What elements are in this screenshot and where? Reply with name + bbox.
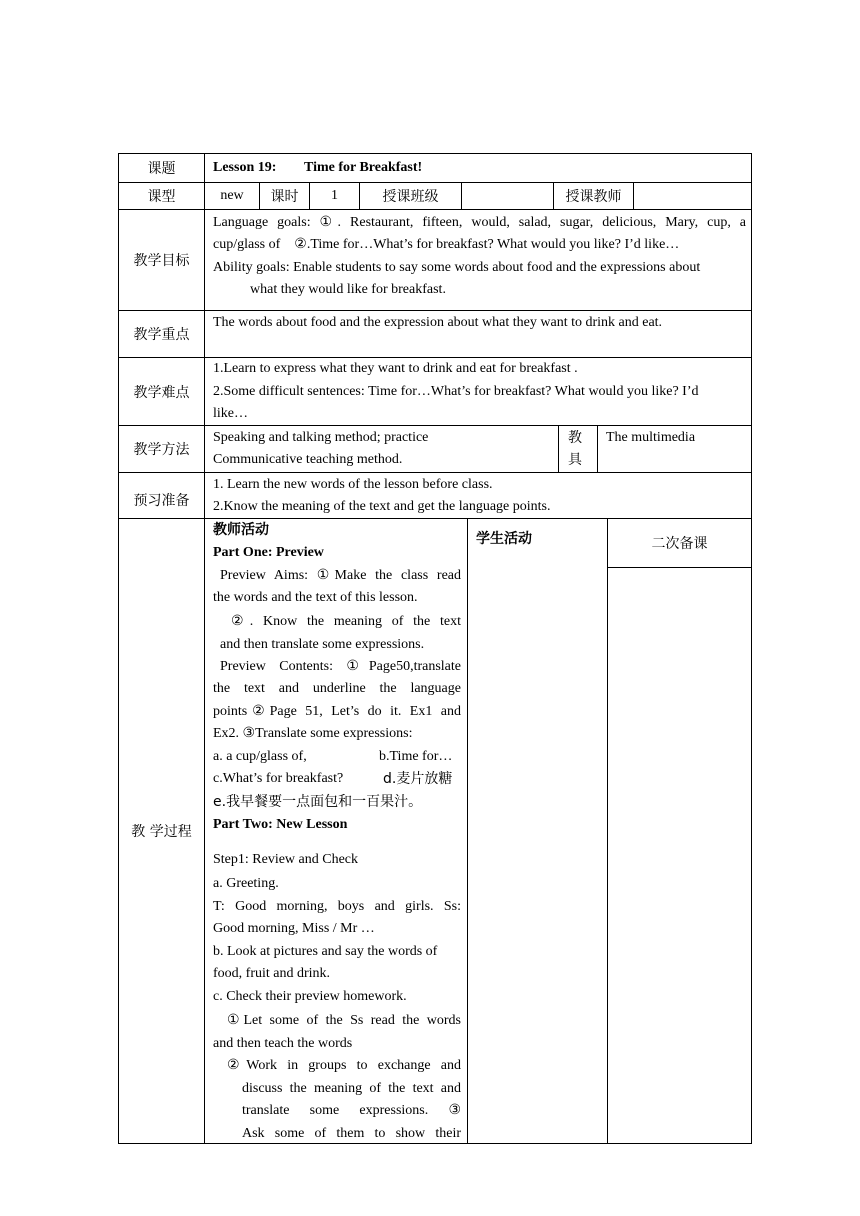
step-item: ①Let some of the Ss read the words [227, 1013, 461, 1028]
part-two-heading: Part Two: New Lesson [213, 817, 348, 832]
expression-item: d.麦片放糖 [383, 771, 453, 787]
table-top-border [118, 153, 752, 154]
difficulties-line: 2.Some difficult sentences: Time for…What’s for breakfast? What would you like? I’d [213, 384, 699, 399]
aids-label: 教 [568, 430, 582, 446]
preview-contents-line: Preview Contents: ①Page50,translate [220, 659, 461, 674]
topic-label: 课题 [147, 161, 176, 177]
difficulties-line: like… [213, 406, 248, 421]
lesson-number: Lesson 19: [213, 160, 277, 175]
methods-label: 教学方法 [133, 442, 190, 458]
teacher-activity-heading: 教师活动 [213, 522, 269, 538]
process-column-divider [607, 518, 608, 1144]
preview-contents-line: Ex2. ③Translate some expressions: [213, 726, 413, 741]
lesson-title: Time for Breakfast! [304, 160, 423, 175]
type-value: new [220, 188, 244, 203]
step-item: c. Check their preview homework. [213, 989, 407, 1004]
step-item: T: Good morning, boys and girls. Ss: [213, 899, 461, 914]
preview-aims-line: the words and the text of this lesson. [213, 590, 418, 605]
aids-value: The multimedia [606, 430, 696, 445]
objectives-line: Language goals: ①. Restaurant, fifteen, would, salad, sugar, delicious, Mary, cup, a [213, 215, 746, 230]
step-item: discuss the meaning of the text and [242, 1081, 461, 1096]
preview-contents-line: points②Page 51, Let’s do it. Ex1 and [213, 704, 461, 719]
objectives-line: what they would like for breakfast. [250, 282, 446, 297]
step-item: food, fruit and drink. [213, 966, 331, 981]
step-item: translate some expressions. ③ [242, 1103, 461, 1118]
expression-item: a. a cup/glass of, [213, 749, 307, 764]
part-one-heading: Part One: Preview [213, 545, 324, 560]
step-item: b. Look at pictures and say the words of [213, 944, 438, 959]
teacher-value [633, 182, 752, 210]
preparation-label: 预习准备 [133, 493, 190, 509]
table-right-border [751, 153, 752, 1144]
key-points-label: 教学重点 [133, 327, 190, 343]
teacher-label: 授课教师 [565, 189, 622, 205]
step-item: a. Greeting. [213, 876, 279, 891]
student-activity-heading: 学生活动 [476, 531, 532, 547]
key-points-text: The words about food and the expression about what they want to drink and eat. [213, 315, 663, 330]
step-item: and then teach the words [213, 1036, 353, 1051]
aids-label: 具 [568, 452, 582, 468]
expression-item: e.我早餐要一点面包和一百果汁。 [213, 794, 423, 810]
methods-row-divider [558, 425, 559, 473]
methods-line: Communicative teaching method. [213, 452, 403, 467]
step-item: Good morning, Miss / Mr … [213, 921, 375, 936]
preview-contents-line: the text and underline the language [213, 681, 461, 696]
second-prep-heading: 二次备课 [651, 536, 708, 552]
expression-item: b.Time for… [379, 749, 453, 764]
period-value: 1 [331, 188, 338, 203]
preview-aims-line: ②. Know the meaning of the text [231, 614, 461, 629]
process-column-divider [467, 518, 468, 1144]
expression-item: c.What’s for breakfast? [213, 771, 344, 786]
preview-aims-line: and then translate some expressions. [220, 637, 425, 652]
objectives-line: Ability goals: Enable students to say some words about food and the expressions about [213, 260, 701, 275]
step-heading: Step1: Review and Check [213, 852, 359, 867]
type-label: 课型 [147, 189, 176, 205]
row-divider [118, 310, 752, 311]
row-divider [118, 472, 752, 473]
difficulties-line: 1.Learn to express what they want to drink and eat for breakfast . [213, 361, 578, 376]
class-label: 授课班级 [382, 189, 439, 205]
methods-line: Speaking and talking method; practice [213, 430, 429, 445]
process-label: 教 学过程 [131, 824, 192, 840]
preparation-line: 2.Know the meaning of the text and get the language points. [213, 499, 551, 514]
step-item: Ask some of them to show their [242, 1126, 461, 1141]
class-value [461, 182, 554, 210]
objectives-line: cup/glass of ②.Time for…What’s for breakfast? What would you like? I’d like… [213, 237, 680, 252]
period-label: 课时 [270, 189, 299, 205]
preparation-line: 1. Learn the new words of the lesson before class. [213, 477, 493, 492]
preview-aims-line: Preview Aims: ①Make the class read [220, 568, 461, 583]
step-item: ②Work in groups to exchange and [227, 1058, 461, 1073]
difficulties-label: 教学难点 [133, 384, 190, 401]
row-divider [118, 425, 752, 426]
methods-row-divider [597, 425, 598, 473]
objectives-label: 教学目标 [133, 253, 190, 269]
